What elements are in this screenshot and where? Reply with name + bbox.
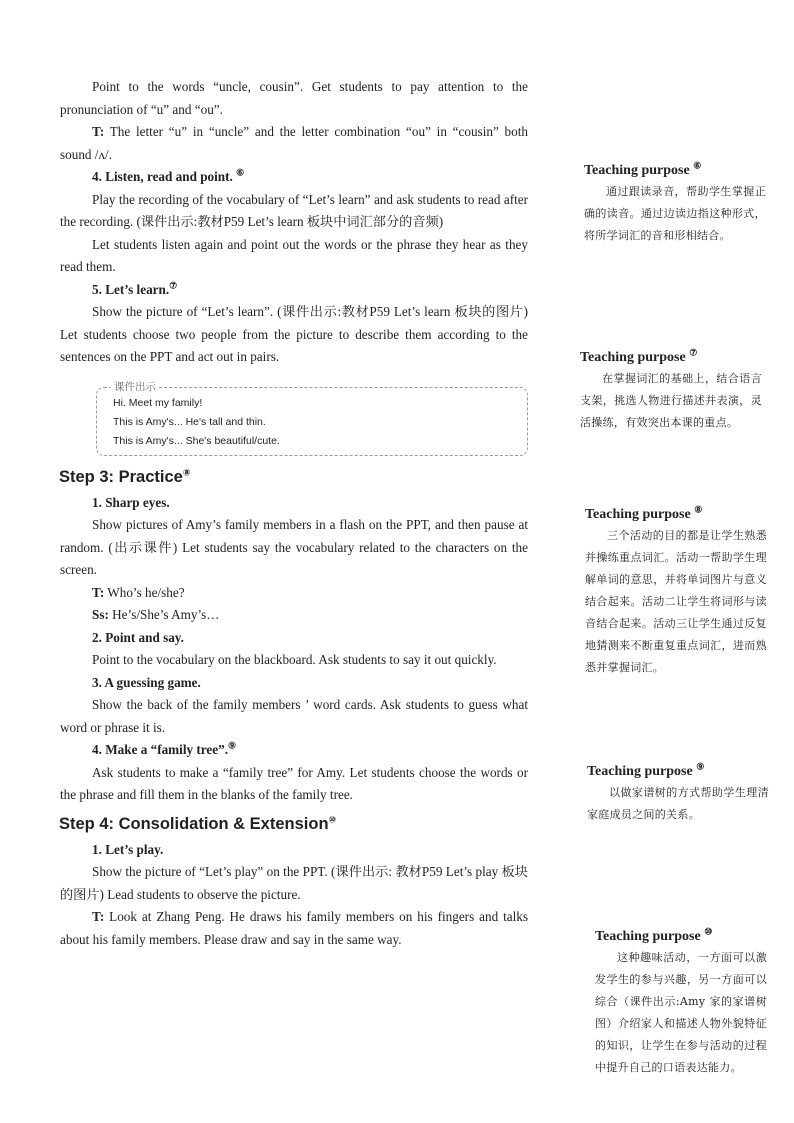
note-body: 通过跟读录音，帮助学生掌握正确的读音。通过边读边指这种形式，将所学词汇的音和形相结合。 [584,185,766,242]
box-line: This is Amy's... He's tall and thin. [113,415,266,428]
paragraph: Show the back of the family members ’ word cards. Ask students to guess what word or phrase it is. [60,697,528,735]
paragraph: Show the picture of “Let’s learn”. (课件出示:教材P59 Let’s learn 板块的图片) Let students choose two people from the picture to describe them according to the sentences on the PPT and act out in pairs. [60,304,528,364]
paragraph: Show the picture of “Let’s play” on the PPT. (课件出示: 教材P59 Let’s play 板块的图片) Lead students to observe the picture. [60,864,528,902]
dialogue-line: T: Who’s he/she? [92,584,185,600]
note-body: 三个活动的目的都是让学生熟悉并操练重点词汇。活动一帮助学生理解单词的意思，并将单词图片与意义结合起来。活动二让学生将词形与读音结合起来。活动三让学生通过反复地猜测来不断重复重点词汇，进而熟悉并掌握词汇。 [585,529,767,674]
activity-heading: 1. Let’s play. [92,841,164,857]
box-label: 课件出示 [111,378,159,397]
activity-heading: 3. A guessing game. [92,674,201,690]
paragraph: T: Look at Zhang Peng. He draws his family members on his fingers and talks about his family members. Please draw and say in the same way. [60,909,528,947]
paragraph: Let students listen again and point out the words or the phrase they hear as they read them. [60,236,528,274]
teaching-purpose-note [587,761,769,826]
teaching-purpose-note [595,926,767,1079]
note-title: Teaching purpose ⑨ [587,761,705,779]
box-line: This is Amy's... She's beautiful/cute. [113,434,280,447]
teaching-purpose-note [580,347,762,434]
paragraph: Point to the vocabulary on the blackboard. Ask students to say it out quickly. [92,652,497,667]
lesson-body [60,76,528,951]
paragraph: T: The letter “u” in “uncle” and the letter combination “ou” in “cousin” both sound /ʌ/. [60,124,528,162]
paragraph: Show pictures of Amy’s family members in a flash on the PPT, and then pause at random. (出示课件) Let students say the vocabulary related to the characters on the screen. [60,517,528,577]
paragraph: Point to the words “uncle, cousin”. Get students to pay attention to the pronunciation of “u” and “ou”. [60,79,528,117]
note-title: Teaching purpose ⑥ [584,160,702,178]
courseware-box [96,380,528,456]
teaching-purpose-note [585,504,767,679]
box-line: Hi. Meet my family! [113,396,203,409]
note-body: 这种趣味活动，一方面可以激发学生的参与兴趣，另一方面可以综合（课件出示:Amy 家的家谱树图）介绍家人和描述人物外貌特征的知识，让学生在参与活动的过程中提升自己的口语表达能力。 [595,951,767,1074]
activity-heading: 4. Make a “family tree”.⑨ [92,740,237,757]
note-body: 以做家谱树的方式帮助学生理清家庭成员之间的关系。 [587,786,769,821]
note-body: 在掌握词汇的基础上，结合语言支架，挑选人物进行描述并表演，灵活操练，有效突出本课的重点。 [580,372,762,429]
speaker-label: T: [92,124,105,139]
activity-heading: 1. Sharp eyes. [92,494,170,510]
paragraph: Ask students to make a “family tree” for Amy. Let students choose the words or the phrase and fill them in the blanks of the family tree. [60,764,528,802]
dialogue-line: Ss: He’s/She’s Amy’s… [92,607,220,622]
step-heading: Step 4: Consolidation & Extension⑩ [59,814,337,833]
activity-heading: 4. Listen, read and point. ⑥ [92,167,245,184]
note-title: Teaching purpose ⑩ [595,926,713,944]
note-title: Teaching purpose ⑧ [585,504,703,522]
step-heading: Step 3: Practice⑧ [59,467,191,486]
note-title: Teaching purpose ⑦ [580,347,698,365]
paragraph: Play the recording of the vocabulary of “Let’s learn” and ask students to read after the recording. (课件出示:教材P59 Let’s learn 板块中词汇部分的音频) [60,191,528,229]
activity-heading: 2. Point and say. [92,629,184,645]
teaching-purpose-note [584,160,766,247]
activity-heading: 5. Let’s learn.⑦ [92,280,178,297]
